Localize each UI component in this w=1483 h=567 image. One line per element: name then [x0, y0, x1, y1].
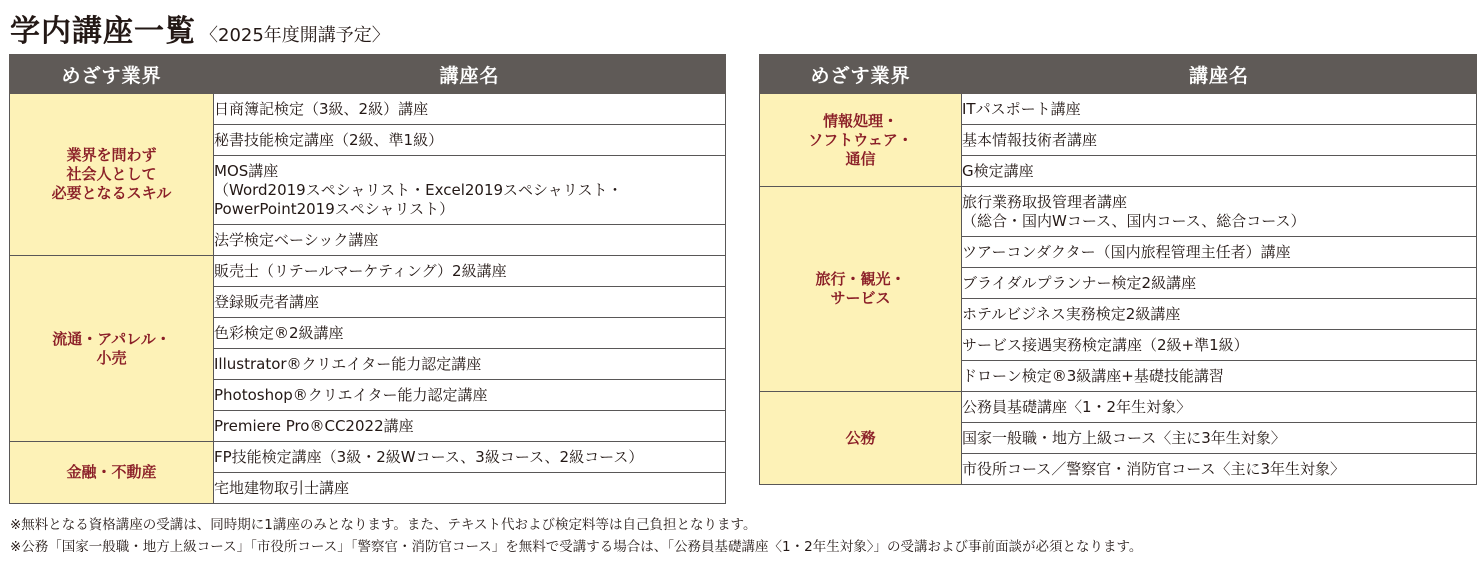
course-table-left	[9, 54, 726, 504]
course-name-line: ツアーコンダクター（国内旅程管理主任者）講座	[962, 242, 1291, 261]
table-header-row	[10, 55, 726, 94]
column-header-course: 講座名	[962, 55, 1477, 94]
table-row	[760, 94, 1477, 125]
course-name	[214, 473, 726, 504]
course-name	[214, 256, 726, 287]
course-name-line: 宅地建物取引士講座	[214, 478, 350, 497]
course-name-line: （Word2019スペシャリスト・Excel2019スペシャリスト・	[214, 180, 623, 199]
table-row	[760, 187, 1477, 237]
industry-category-line: 通信	[845, 149, 876, 168]
course-name-line: MOS講座	[214, 161, 279, 180]
footnote: ※公務「国家一般職・地方上級コース」「市役所コース」「警察官・消防官コース」を無料で受講する場合は、「公務員基礎講座〈1・2年生対象〉」の受講および事前面談が必須となります。	[10, 539, 1143, 555]
course-name-line: 市役所コース／警察官・消防官コース〈主に3年生対象〉	[962, 459, 1346, 478]
course-name	[214, 349, 726, 380]
course-name-line: 日商簿記検定（3級、2級）講座	[214, 99, 429, 118]
page-title	[10, 6, 390, 49]
course-name	[962, 330, 1477, 361]
table-row	[10, 442, 726, 473]
course-name	[962, 299, 1477, 330]
course-name-line: サービス接遇実務検定講座（2級+準1級）	[962, 335, 1249, 354]
course-name-line: 登録販売者講座	[214, 292, 320, 311]
course-name	[962, 423, 1477, 454]
course-name-line: FP技能検定講座（3級・2級Wコース、3級コース、2級コース）	[214, 447, 644, 466]
course-name-line: G検定講座	[962, 161, 1034, 180]
industry-category-line: 旅行・観光・	[815, 270, 906, 288]
industry-category	[10, 442, 214, 504]
course-name	[214, 411, 726, 442]
course-name-line: 色彩検定®2級講座	[214, 323, 344, 342]
course-name-line: 国家一般職・地方上級コース〈主に3年生対象〉	[962, 428, 1286, 447]
industry-category-line: 金融・不動産	[66, 463, 157, 481]
course-name	[962, 392, 1477, 423]
industry-category	[760, 392, 962, 485]
course-name	[962, 156, 1477, 187]
course-name	[962, 454, 1477, 485]
course-name	[962, 94, 1477, 125]
title-subtitle: 〈2025年度開講予定〉	[200, 25, 390, 46]
footnote: ※無料となる資格講座の受講は、同時期に1講座のみとなります。また、テキスト代および検定料等は自己負担となります。	[10, 517, 757, 533]
industry-category-line: ソフトウェア・	[808, 130, 913, 149]
course-name	[214, 318, 726, 349]
course-name	[214, 94, 726, 125]
course-name	[214, 380, 726, 411]
industry-category-line: 情報処理・	[822, 111, 898, 130]
column-header-course: 講座名	[214, 55, 726, 94]
course-name	[214, 287, 726, 318]
column-header-industry: めざす業界	[760, 55, 962, 94]
course-name-line: 販売士（リテールマーケティング）2級講座	[214, 261, 507, 280]
course-name	[214, 442, 726, 473]
industry-category	[760, 187, 962, 392]
industry-category	[760, 94, 962, 187]
industry-category	[10, 94, 214, 256]
course-name-line: ホテルビジネス実務検定2級講座	[962, 304, 1181, 323]
course-name-line: ドローン検定®3級講座+基礎技能講習	[962, 366, 1224, 385]
title-main: 学内講座一覧	[10, 14, 196, 49]
industry-category-line: サービス	[830, 289, 891, 307]
course-name-line: PowerPoint2019スペシャリスト）	[214, 199, 455, 218]
table-row	[10, 94, 726, 125]
course-table-right	[759, 54, 1477, 485]
course-name	[962, 361, 1477, 392]
table-row	[10, 256, 726, 287]
industry-category-line: 流通・アパレル・	[52, 329, 171, 348]
table-row	[760, 392, 1477, 423]
course-name-line: 旅行業務取扱管理者講座	[962, 192, 1128, 211]
course-name	[962, 237, 1477, 268]
industry-category-line: 公務	[845, 428, 876, 447]
column-header-industry: めざす業界	[10, 55, 214, 94]
industry-category-line: 業界を問わず	[66, 146, 157, 164]
course-name	[214, 225, 726, 256]
course-name-line: Illustrator®クリエイター能力認定講座	[214, 354, 482, 373]
course-name-line: 基本情報技術者講座	[962, 130, 1098, 149]
course-name-line: （総合・国内Wコース、国内コース、総合コース）	[962, 211, 1306, 230]
course-name	[962, 125, 1477, 156]
course-name-line: 秘書技能検定講座（2級、準1級）	[214, 130, 444, 149]
course-name	[214, 156, 726, 225]
course-name-line: Premiere Pro®CC2022講座	[214, 416, 414, 435]
course-name-line: Photoshop®クリエイター能力認定講座	[214, 385, 488, 404]
industry-category-line: 小売	[96, 348, 127, 367]
course-name-line: ITパスポート講座	[962, 99, 1081, 118]
course-name-line: 公務員基礎講座〈1・2年生対象〉	[962, 397, 1192, 416]
footnotes	[10, 514, 1142, 558]
course-name	[962, 187, 1477, 237]
course-name-line: 法学検定ベーシック講座	[214, 230, 379, 249]
course-name	[962, 268, 1477, 299]
course-name	[214, 125, 726, 156]
industry-category-line: 必要となるスキル	[51, 184, 172, 202]
course-name-line: ブライダルプランナー検定2級講座	[962, 273, 1197, 292]
industry-category	[10, 256, 214, 442]
table-header-row	[760, 55, 1477, 94]
industry-category-line: 社会人として	[66, 165, 157, 183]
